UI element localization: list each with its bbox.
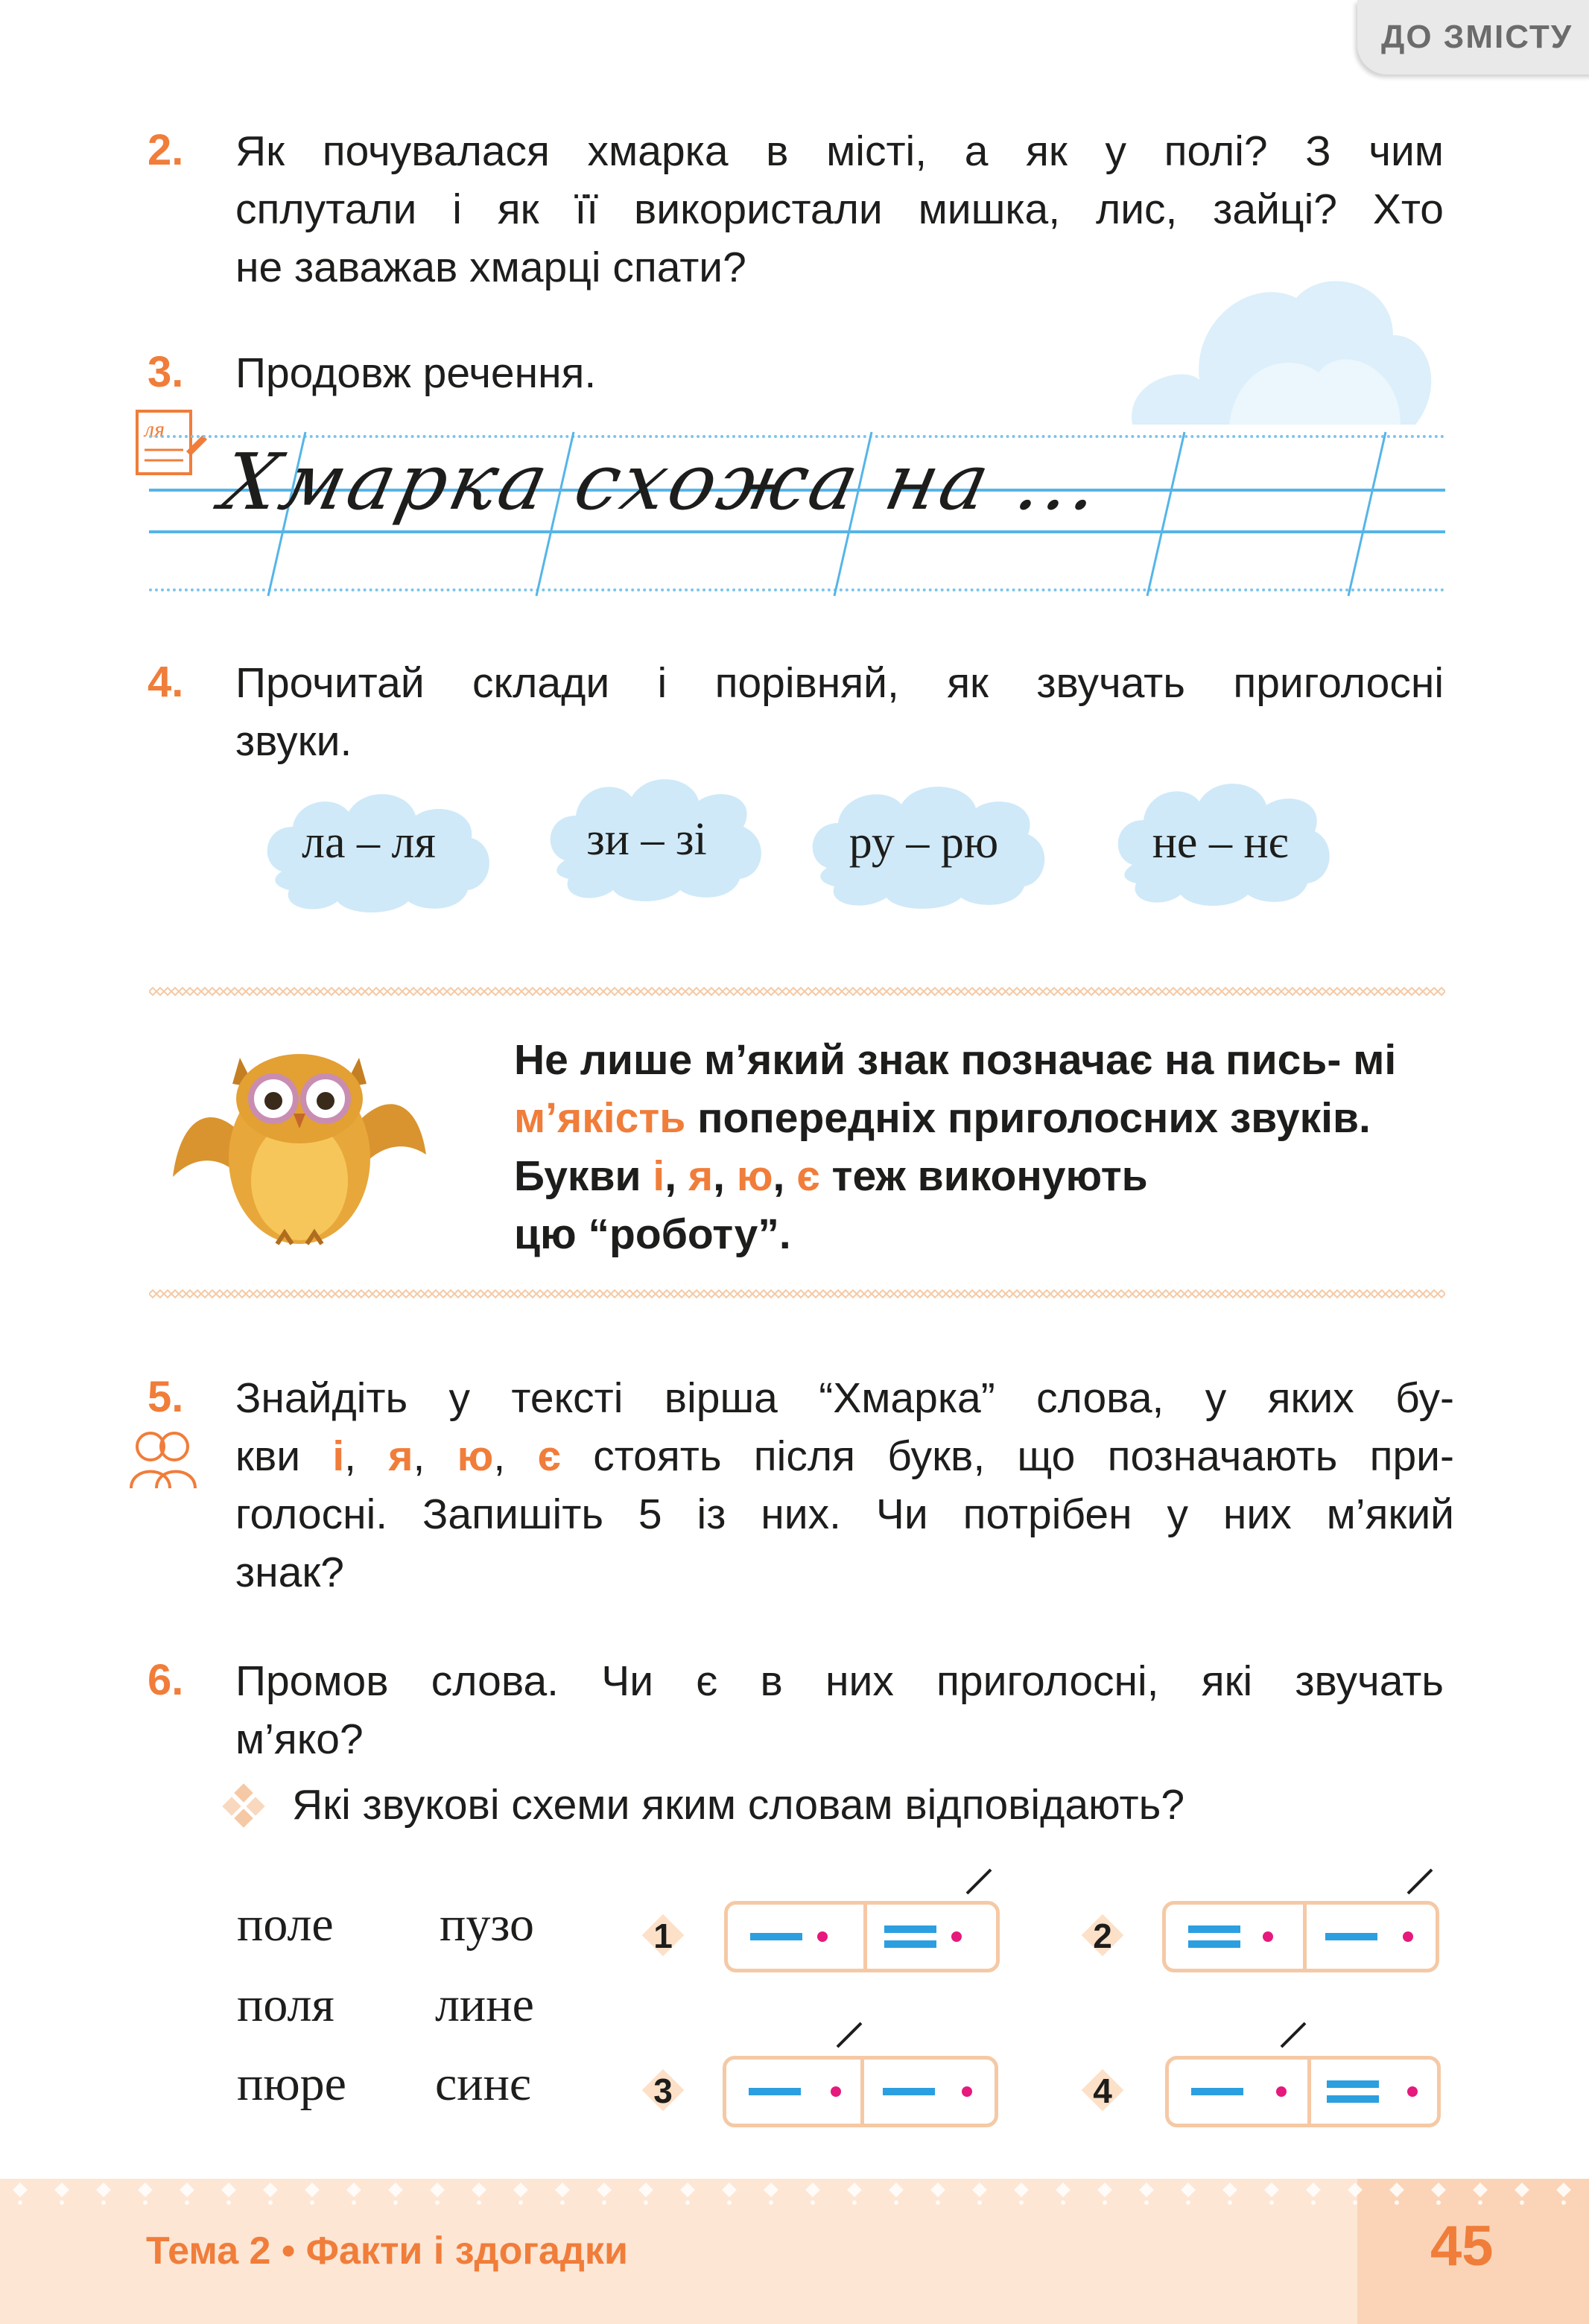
task-4-number: 4. [148, 658, 184, 706]
sound-scheme-4[interactable] [1165, 2056, 1441, 2127]
rule-border-top [149, 986, 1445, 997]
task-5-line-3: голосні. Запишіть 5 із них. Чи потрібен у них м’який [235, 1490, 1454, 1538]
softness-mark-3 [831, 2016, 869, 2053]
rule-border-bottom [149, 1289, 1445, 1299]
task-6-line-1: Промов слова. Чи є в них приголосні, які звучать [235, 1657, 1444, 1705]
word-synie: синє [435, 2057, 531, 2111]
task-2-number: 2. [148, 126, 184, 174]
page-number: 45 [1430, 2215, 1494, 2278]
owl-icon [165, 1028, 434, 1251]
task-6-number: 6. [148, 1656, 184, 1704]
task-5-number: 5. [148, 1373, 184, 1421]
word-polia: поля [237, 1978, 334, 2032]
task-4-text [235, 654, 1444, 770]
task-5-line-4: знак? [235, 1549, 344, 1596]
task-6-subtask: Які звукові схеми яким словам відповідають? [292, 1781, 1185, 1829]
footer-topic-number: Тема 2 [146, 2229, 271, 2273]
task-3-number: 3. [148, 348, 184, 396]
word-puzo: пузо [440, 1897, 535, 1952]
task-2-line-2: сплутали і як її використали мишка, лис, зайці? Хто [235, 185, 1444, 233]
word-pole: поле [237, 1897, 334, 1952]
syllable-1: ла – ля [302, 817, 436, 868]
task-3-text: Продовж речення. [235, 349, 597, 397]
rule-line-2: мі м’якість попередніх приголосних [514, 1036, 1397, 1142]
rule-line-4: цю “роботу”. [514, 1210, 791, 1258]
task-6-text [235, 1652, 1444, 1768]
footer-topic-title: Факти і здогадки [305, 2229, 628, 2273]
softness-mark-1 [961, 1862, 998, 1899]
pair-work-icon [127, 1424, 198, 1496]
scheme-number-2: 2 [1093, 1917, 1112, 1955]
rule-line-3: звуків. Букви і, я, ю, є теж виконують [514, 1094, 1371, 1200]
softness-mark-4 [1275, 2016, 1313, 2053]
footer-topic [146, 2229, 628, 2273]
word-lyne: лине [435, 1978, 534, 2032]
task-2-line-1: Як почувалася хмарка в місті, а як у полі? З чим [235, 127, 1444, 175]
handwriting-sample: Хмарка схожа на ... [214, 436, 1111, 527]
task-5-line-2: кви і, я, ю, є стоять після букв, що позначають при- [235, 1432, 1454, 1480]
toc-tab[interactable]: ДО ЗМІСТУ [1357, 0, 1589, 74]
rule-highlight-softness: м’якість [514, 1094, 686, 1142]
syllable-3: ру – рю [849, 817, 999, 868]
syllable-2: зи – зі [586, 814, 707, 865]
sound-scheme-1[interactable] [724, 1901, 1000, 1972]
task-4-line-2: звуки. [235, 717, 352, 765]
svg-text:ля: ля [145, 417, 165, 442]
task-2-line-3: не заважав хмарці спати? [235, 244, 746, 291]
footer-ornament [0, 2179, 1589, 2209]
sound-scheme-2[interactable] [1162, 1901, 1439, 1972]
diamond-bullet-icon [221, 1783, 268, 1831]
word-piure: пюре [237, 2057, 346, 2111]
softness-mark-2 [1402, 1862, 1439, 1899]
task-6-line-2: м’яко? [235, 1715, 364, 1763]
rule-line-1: Не лише м’який знак позначає на пись- [514, 1036, 1342, 1084]
sound-scheme-3[interactable] [723, 2056, 998, 2127]
scheme-number-4: 4 [1093, 2071, 1112, 2110]
task-4-line-1: Прочитай склади і порівняй, як звучать приголосні [235, 659, 1444, 707]
syllable-4: не – нє [1152, 817, 1289, 868]
footer-bullet: • [281, 2229, 296, 2273]
rule-text [514, 1031, 1445, 1263]
task-5-line-1: Знайдіть у тексті вірша “Хмарка” слова, у яких бу- [235, 1374, 1454, 1422]
task-5-text [235, 1369, 1454, 1601]
scheme-number-3: 3 [653, 2071, 673, 2110]
scheme-number-1: 1 [653, 1917, 673, 1955]
